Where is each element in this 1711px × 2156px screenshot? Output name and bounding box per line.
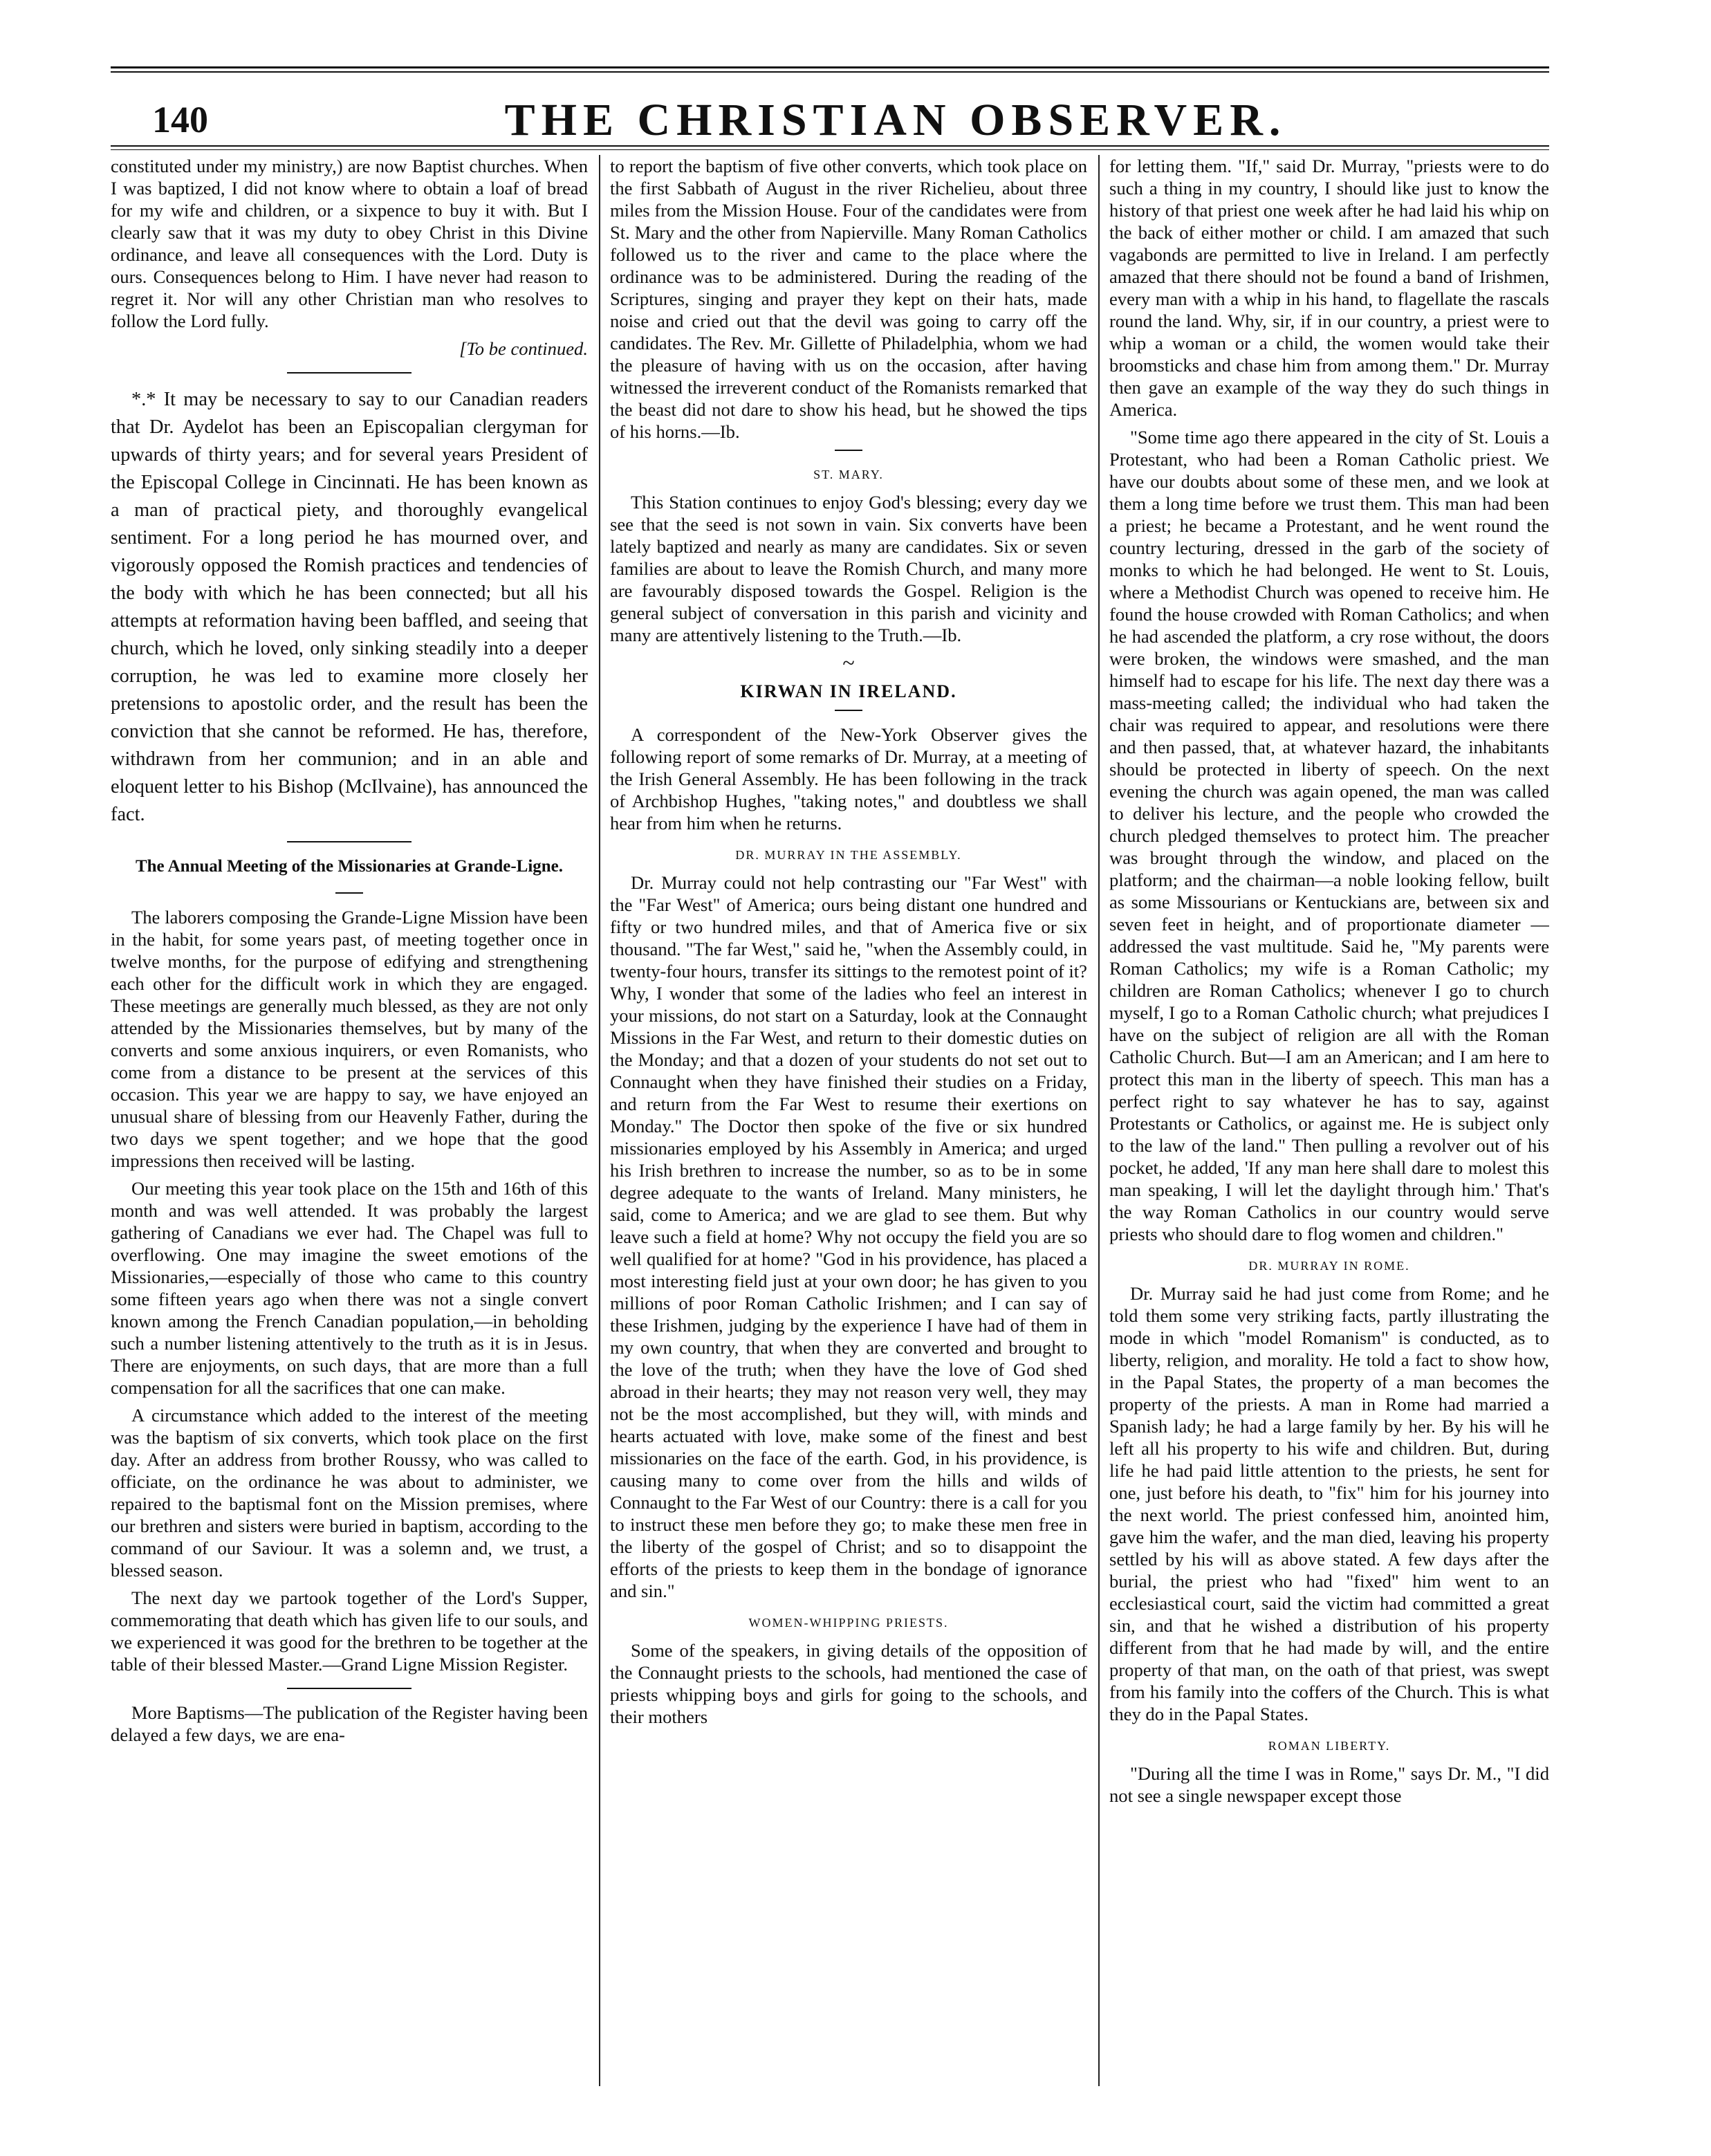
paragraph: A correspondent of the New-York Observer gives the following report of some remarks of Dr. Murray, at a meeting of the Irish General Assembly. He has been following in the track of Archbishop Hughes, "taking notes," and doubtless we shall hear from him when he returns. [610, 724, 1087, 833]
column-divider [1098, 155, 1100, 2086]
section-rule [835, 450, 862, 451]
column-right [1109, 155, 1549, 2114]
page-header [111, 91, 1549, 147]
header-rule-thin [111, 149, 1549, 150]
paragraph: "During all the time I was in Rome," says Dr. M., "I did not see a single newspaper except those [1109, 1763, 1549, 1806]
section-rule [287, 1688, 411, 1689]
subheading-rome: DR. MURRAY IN ROME. [1248, 1259, 1410, 1273]
paragraph: to report the baptism of five other converts, which took place on the first Sabbath of August in the river Richelieu, about three miles from the Mission House. Four of the candidates were from St. Mary and the other from Napierville. Many Roman Catholics followed us to the river and came to the place where the ordinance was to be administered. During the reading of the Scriptures, singing and prayer they kept on their hats, made noise and cried out that the devil was going to carry off the candidates. The Rev. Mr. Gillette of Philadelphia, whom we had the pleasure of having with us on the occasion, after having witnessed the irreverent conduct of the Romanists remarked that the beast did not dare to show his head, but he showed the tips of his horns.—Ib. [610, 156, 1087, 442]
top-rule-thin [111, 71, 1549, 73]
article-heading-kirwan: KIRWAN IN IRELAND. [740, 681, 957, 701]
paragraph: The next day we partook together of the Lord's Supper, commemorating that death which has given life to our souls, and we experienced it was good for the brethren to be together at the table of their blessed Master.—Grand Ligne Mission Register. [111, 1587, 588, 1675]
paragraph: constituted under my ministry,) are now Baptist churches. When I was baptized, I did not know where to obtain a loaf of bread for my wife and children, or a sixpence to buy it with. But I clearly saw that it was my duty to obey Christ in this Divine ordinance, and leave all consequences with the Lord. Duty is ours. Consequences belong to Him. I have never had reason to regret it. Nor will any other Christian man who resolves to follow the Lord fully. [111, 156, 588, 331]
paragraph: Dr. Murray could not help contrasting our "Far West" with the "Far West" of America; ours being distant one hundred and fifty or two hundred miles, and that of America five or six thousand. "The far West," said he, "when the Assembly could, in twenty-four hours, transfer its sittings to the remotest point of it? Why, I wonder that some of the ladies who feel an interest in your missions, do not start on a Saturday, look at the Connaught Missions in the Far West, and return to their domestic duties on the Monday; and that a dozen of your students do not set out to Connaught when they have finished their studies on a Friday, and return from the Far West to resume their exertions on Monday." The Doctor then spoke of the five or six hundred missionaries employed by his Assembly in America; and urged his Irish brethren to increase the number, so as to be in some degree adequate to the wants of Ireland. Many ministers, he said, come to America; and we are glad to see them. But why leave such a field at home? Why not occupy the field you are so well qualified for at home? "God in his providence, has placed a most interesting field just at your own door; he has given to you millions of poor Roman Catholic Irishmen; and I can say of these Irishmen, judging by the experience I have had of them in my own country, that when they are converted and brought to the love of the truth; when they have the love of God shed abroad in their hearts; they may not reason very well, they may not be the most accomplished, but they will, with minds and hearts actuated with love, make some of the finest and best missionaries on the face of the earth. God, in his providence, is causing many to come over from the hills and wilds of Connaught to the Far West of our Country: there is a call for you to instruct these men before they go; to make these men free in the liberty of the gospel of Christ; and so to disappoint the efforts of the priests to keep them in the bondage of ignorance and sin." [610, 872, 1087, 1601]
heading-rule [335, 892, 363, 894]
paragraph: Some of the speakers, in giving details of the opposition of the Connaught priests to the schools, had mentioned the case of priests whipping boys and girls for going to the schools, and their mothers [610, 1640, 1087, 1727]
flourish-ornament: ~ [842, 650, 855, 675]
column-middle [610, 155, 1087, 2114]
page-number: 140 [152, 99, 208, 140]
paragraph: A circumstance which added to the interest of the meeting was the baptism of six converts, which took place on the first day. After an address from brother Roussy, who was called to officiate, on the ordinance he was about to administer, we repaired to the baptismal font on the Mission premises, where our brethren and sisters were buried in baptism, according to the command of our Saviour. It was a solemn and, we trust, a blessed season. [111, 1405, 588, 1581]
to-be-continued: [To be continued. [459, 338, 588, 359]
header-rule [111, 145, 1549, 147]
section-rule [287, 841, 411, 842]
column-divider [599, 155, 600, 2086]
article-heading: The Annual Meeting of the Missionaries at Grande-Ligne. [135, 857, 564, 876]
editor-note: *.* It may be necessary to say to our Canadian readers that Dr. Aydelot has been an Episcopalian clergyman for upwards of thirty years; and for several years President of the Episcopal College in Cincinnati. He has been known as a man of practical piety, and thoroughly evangelical sentiment. For a long period he has mourned over, and vigorously opposed the Romish practices and tendencies of the body with which he has been connected; but all his attempts at reformation having been baffled, and seeing that church, which he loved, only sinking steadily into a deeper corruption, he was led to examine more closely her pretensions to apostolic order, and the result has been the conviction that she cannot be reformed. He has, therefore, withdrawn from her communion; and in an able and eloquent letter to his Bishop (McIlvaine), has announced the fact. [111, 389, 588, 825]
top-rule [111, 66, 1549, 68]
newspaper-page [111, 66, 1549, 2114]
subheading-st-mary: ST. MARY. [813, 468, 884, 481]
paragraph: More Baptisms—The publication of the Register having been delayed a few days, we are ena- [111, 1702, 588, 1745]
column-left [111, 155, 588, 2114]
paragraph: Dr. Murray said he had just come from Rome; and he told them some very striking facts, partly illustrating the mode in which "model Romanism" is conducted, as to liberty, religion, and morality. He told a fact to show how, in the Papal States, the property of a man becomes the property of the priests. A man in Rome had married a Spanish lady; he had a large family by her. By his will he left all his property to his wife and children. But, during life he had paid little attention to the priests, he sent for one, just before his death, to "fix" him for his journey into the next world. The priest confessed him, anointed him, gave him the wafer, and the man died, leaving his property settled by his will as above stated. A few days after the burial, the priest who had "fixed" him went to an ecclesiastical court, said the victim had committed a great sin, and that he wished a distribution of his property different from that he had made by will, and the entire property of that man, on the oath of that priest, was swept from his family into the coffers of the Church. This is what they do in the Papal States. [1109, 1283, 1549, 1724]
subheading-assembly: DR. MURRAY IN THE ASSEMBLY. [735, 848, 962, 862]
subheading-liberty: ROMAN LIBERTY. [1268, 1739, 1391, 1753]
paragraph: This Station continues to enjoy God's blessing; every day we see that the seed is not sown in vain. Six converts have been lately baptized and nearly as many are candidates. Six or seven families are about to leave the Romish Church, and many more are favourably disposed towards the Gospel. Religion is the general subject of conversation in this parish and vicinity and many are attentively listening to the Truth.—Ib. [610, 492, 1087, 645]
paragraph: The laborers composing the Grande-Ligne Mission have been in the habit, for some years past, of meeting together once in twelve months, for the purpose of edifying and strengthening each other for the difficult work in which they are engaged. These meetings are generally much blessed, as they are not only attended by the Missionaries themselves, but by many of the converts and some anxious inquirers, or even Romanists, who come from a distance to be present at the services of this occasion. This year we are happy to say, we have enjoyed an unusual share of blessing from our Heavenly Father, during the two days we spent together; and we hope that the good impressions then received will be lasting. [111, 907, 588, 1171]
masthead-title: THE CHRISTIAN OBSERVER. [504, 95, 1287, 145]
paragraph: "Some time ago there appeared in the city of St. Louis a Protestant, who had been a Roman Catholic priest. We have our doubts about some of these men, and we look at them a long time before we trust them. This man had been a priest; he became a Protestant, and he went round the country lecturing, dressed in the garb of the society of monks to which he had belonged. He went to St. Louis, where a Methodist Church was opened to receive him. He found the house crowded with Roman Catholics; and when he had ascended the platform, a cry rose without, the doors were broken, the windows were smashed, and the man himself had to escape for his life. The next day there was a mass-meeting called; the individual who had taken the chair was required to appear, and resolutions were there and then passed, that, at whatever hazard, the inhabitants should be protected in liberty of speech. On the next evening the church was again opened, the man was called to deliver his lecture, and the people who crowded the church pledged themselves to protect him. The preacher was brought through the window, and placed on the platform; and the chairman—a noble looking fellow, built as some Missourians or Kentuckians are, between six and seven feet in height, and of proportionate diameter —addressed the vast multitude. Said he, "My parents were Roman Catholics; my wife is a Roman Catholic; my children are Roman Catholics; whenever I go to church myself, I go to a Roman Catholic church; what prejudices I have on the subject of religion are all with the Roman Catholic Church. But—I am an American; and I am here to protect this man in the liberty of speech. This man has a perfect right to say whatever he has to say, against Protestants or Catholics, or against me. He is subject only to the law of the land." Then pulling a revolver out of his pocket, he added, 'If any man here shall dare to molest this man speaking, I will let the daylight through him.' That's the way Roman Catholics in our country would serve priests who should dare to flog women and children." [1109, 427, 1549, 1244]
paragraph: Our meeting this year took place on the 15th and 16th of this month and was well attended. It was probably the largest gathering of Canadians we ever had. The Chapel was full to overflowing. One may imagine the sweet emotions of the Missionaries,—especially of those who came to this country some fifteen years ago when there was not a single convert known among the French Canadian population,—in beholding such a number listening attentively to the truth as it is in Jesus. There are enjoyments, on such days, that are more than a full compensation for all the sacrifices that one can make. [111, 1178, 588, 1398]
paragraph: for letting them. "If," said Dr. Murray, "priests were to do such a thing in my country, I should like just to know the history of that priest one week after he had laid his whip on the back of either mother or child. I am amazed that such vagabonds are permitted to live in Ireland. I am perfectly amazed that there should not be found a band of Irishmen, every man with a whip in his hand, to flagellate the rascals round the land. Why, sir, if in our country, a priest were to whip a woman or a child, the women would take their broomsticks and chase him from among them." Dr. Murray then gave an example of the way they do such things in America. [1109, 156, 1549, 420]
section-rule [287, 372, 411, 374]
heading-rule [835, 710, 862, 711]
subheading-whipping: WOMEN-WHIPPING PRIESTS. [748, 1616, 949, 1630]
